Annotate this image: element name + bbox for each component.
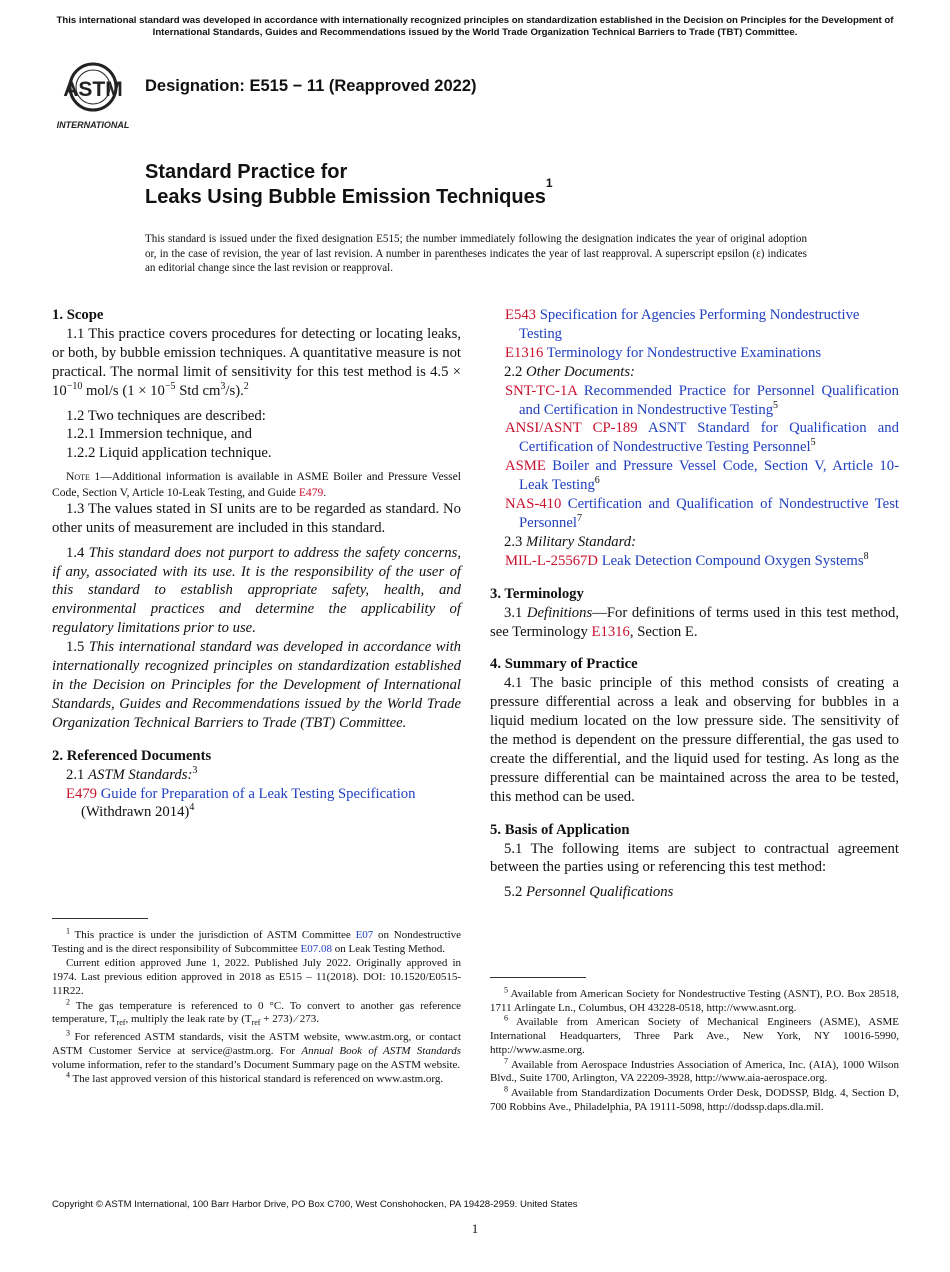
link-cp189-title[interactable]: ASNT Standard for Qualification and Certification of Nondestructive Testing Personnel — [519, 420, 899, 456]
link-e1316-terminology[interactable]: E1316 — [591, 623, 630, 640]
section-5-heading: 5. Basis of Application — [490, 821, 630, 838]
ref-cp-189 — [490, 419, 899, 457]
link-asme-title[interactable]: Boiler and Pressure Vessel Code, Section V, Article 10-Leak Testing — [519, 458, 900, 494]
preamble: This standard is issued under the fixed designation E515; the number immediately following the designation indicates the year of original adoption or, in the case of revision, the year of last revision. A number in parentheses indicates the year of last reapproval. A superscript epsilon (ε) indicates an editorial change since the last revision or reapproval. — [145, 233, 807, 275]
document-title — [145, 160, 553, 210]
title-line-2: Leaks Using Bubble Emission Techniques$^1$ — [145, 176, 553, 208]
footnote-ref-7[interactable]: 7 — [576, 513, 582, 525]
designation: Designation: E515 − 11 (Reapproved 2022) — [145, 77, 477, 95]
link-e543-code[interactable]: E543 — [505, 307, 537, 323]
paragraph-1-3: 1.3 The values stated in SI units are to be regarded as standard. No other units of measurement are included in this standard. — [52, 500, 461, 536]
link-asme-code[interactable]: ASME — [505, 458, 546, 475]
link-nas-title[interactable]: Certification and Qualification of Nondestructive Test Personnel — [519, 496, 899, 531]
link-e1316-code[interactable]: E1316 — [505, 344, 544, 361]
ref-asme — [490, 457, 899, 495]
military-standard-label: 2.3 Military Standard: — [504, 533, 637, 550]
ref-e1316 — [490, 344, 899, 363]
paragraph-1-2: 1.2 Two techniques are described: — [66, 407, 266, 424]
footnote-ref-3[interactable]: 3 — [192, 764, 198, 776]
link-e1316-title[interactable]: Terminology for Nondestructive Examinations — [546, 344, 822, 361]
footnote-rule-left — [52, 918, 148, 919]
copyright: Copyright © ASTM International, 100 Barr Harbor Drive, PO Box C700, West Conshohocken, PA 19428-2959. United States — [52, 1199, 578, 1210]
astm-logo — [52, 56, 134, 132]
page-number: 1 — [471, 1221, 479, 1236]
section-2-heading: 2. Referenced Documents — [52, 747, 212, 764]
link-mil-title[interactable]: Leak Detection Compound Oxygen Systems — [601, 552, 864, 569]
footnote-6: $^6$ Available from American Society of Mechanical Engineers (ASME), ASME International Headquarters, Three Park Ave., New York, NY 10016-5990, http://www.asme.org. — [490, 1013, 899, 1056]
link-e543-title[interactable]: Specification for Agencies Performing Nondestructive Testing — [519, 307, 860, 342]
link-e479-note[interactable]: E479 — [298, 485, 324, 499]
other-documents-label: 2.2 Other Documents: — [504, 363, 635, 380]
footnote-1-edition: Current edition approved June 1, 2022. Published July 2022. Originally approved in 1974. Last previous edition approved in 2018 as E515 – 11(2018). DOI: 10.1520/E0515-11R22. — [52, 957, 461, 997]
paragraph-5-1: 5.1 The following items are subject to contractual agreement between the parties using or referencing this test method: — [490, 840, 899, 876]
footnotes-right — [490, 985, 899, 1115]
section-3-heading: 3. Terminology — [490, 585, 584, 602]
ref-snt-tc-1a — [490, 382, 899, 420]
paragraph-1-4: 1.4 This standard does not purport to address the safety concerns, if any, associated with its use. It is the responsibility of the user of this standard to establish appropriate safety, health, and environmental practices and determine the applicability of regulatory limitations prior to use. — [52, 544, 461, 637]
footnote-ref-2[interactable]: 2 — [243, 380, 249, 392]
logo-subtitle: INTERNATIONAL — [56, 120, 130, 130]
link-nas-code[interactable]: NAS-410 — [505, 496, 562, 513]
footnotes-left — [52, 926, 462, 1088]
title-footnote-mark[interactable]: 1 — [545, 176, 553, 190]
paragraph-1-1: 1.1 This practice covers procedures for detecting or locating leaks, or both, by bubble emission techniques. A quantitative measure is not practical. The normal limit of sensitivity for this test method is $4.5 \times 10^{-10}$ mol/s ($1 \times 10^{-5}$ Std $cm^3/s).^2$ — [52, 325, 461, 399]
footnote-3: $^3$ For referenced ASTM standards, visit the ASTM website, www.astm.org, or contact ASTM Customer Service at service@astm.org. For Annual Book of ASTM Standards volume information, refer to the standard’s Document Summary page on the ASTM website. — [52, 1028, 461, 1071]
top-notice: This international standard was developed in accordance with internationally recognized principles on standardization established in the Decision on Principles for the Development of International Standards, Guides and Recommendations issued by the World Trade Organization Technical Barriers to Trade (TBT) Committee. — [56, 15, 894, 38]
paragraph-3-1: 3.1 Definitions—For definitions of terms used in this test method, see Terminology E1316, Section E. — [490, 604, 899, 640]
ref-nas-410 — [490, 495, 899, 533]
paragraph-5-2: 5.2 Personnel Qualifications — [504, 884, 674, 901]
link-e479-title[interactable]: Guide for Preparation of a Leak Testing Specification — [100, 785, 416, 802]
footnote-7: $^7$ Available from Aerospace Industries Association of America, Inc. (AIA), 1000 Wilson Blvd., Suite 1700, Arlington, VA 22209-3928, http://www.aia-aerospace.org. — [490, 1055, 899, 1085]
paragraph-1-2-1: 1.2.1 Immersion technique, and — [66, 426, 252, 443]
footnote-ref-5b[interactable]: 5 — [810, 437, 816, 449]
paragraph-4-1: 4.1 The basic principle of this method consists of creating a pressure differential across a leak and observing for bubbles in a liquid medium located on the low pressure side. The sensitivity of the method is dependent on the pressure differential, the gas used to create the differential, and the liquid used for testing. As long as the pressure differential can be maintained across the area to be tested, this method can be used. — [490, 675, 899, 805]
section-4-heading: 4. Summary of Practice — [490, 656, 638, 673]
link-mil-code[interactable]: MIL-L-25567D — [505, 552, 599, 569]
footnote-ref-8[interactable]: 8 — [863, 550, 869, 562]
footnote-4: $^4$ The last approved version of this historical standard is referenced on www.astm.org. — [66, 1070, 444, 1086]
footnote-2: $^2$ The gas temperature is referenced to 0 °C. To convert to another gas reference temperature, $T_{ref}$, multiply the leak rate by $(T_{ref} + 273)$ ⁄ 273. — [52, 996, 461, 1028]
footnote-ref-5a[interactable]: 5 — [773, 399, 779, 411]
footnote-5: $^5$ Available from American Society for Nondestructive Testing (ASNT), P.O. Box 28518, 1711 Arlingate Ln., Columbus, OH 43228-0518, http://www.asnt.org. — [490, 985, 899, 1014]
title-line-1: Standard Practice for — [145, 161, 348, 183]
note-1: Note 1—Additional information is available in ASME Boiler and Pressure Vessel Code, Section V, Article 10-Leak Testing, and Guide E479. — [52, 470, 461, 499]
logo-mark: ASTM — [63, 78, 123, 101]
right-column — [490, 306, 899, 902]
link-e479-code[interactable]: E479 — [66, 785, 98, 802]
link-e07[interactable]: E07 — [355, 929, 374, 941]
left-column — [52, 306, 461, 822]
paragraph-1-5: 1.5 This international standard was developed in accordance with internationally recognized principles on standardization established in the Decision on Principles for the Development of International Standards, Guides and Recommendations issued by the World Trade Organization Technical Barriers to Trade (TBT) Committee. — [52, 639, 461, 731]
astm-standards-label: 2.1 ASTM Standards:$^3$ — [66, 764, 198, 783]
footnote-8: $^8$ Available from Standardization Documents Order Desk, DODSSP, Bldg. 4, Section D, 700 Robbins Ave., Philadelphia, PA 19111-5098, http://dodssp.daps.dla.mil. — [490, 1084, 899, 1113]
ref-e479: E479 Guide for Preparation of a Leak Testing Specification (Withdrawn 2014)$^4$ — [66, 785, 416, 821]
link-snt-title[interactable]: Recommended Practice for Personnel Qualification and Certification in Nondestructive Testing — [519, 382, 899, 418]
section-1-heading: 1. Scope — [52, 307, 104, 323]
link-snt-code[interactable]: SNT-TC-1A — [505, 382, 578, 399]
footnote-ref-4[interactable]: 4 — [189, 802, 195, 814]
link-e07-08[interactable]: E07.08 — [300, 942, 333, 955]
footnote-ref-6[interactable]: 6 — [594, 475, 600, 487]
footnote-1: $^1$ This practice is under the jurisdiction of ASTM Committee E07 on Nondestructive Testing and is the direct responsibility of Subcommittee E07.08 on Leak Testing Method. — [52, 926, 462, 955]
footnote-rule-right — [490, 977, 586, 978]
link-cp189-code[interactable]: ANSI/ASNT CP-189 — [505, 420, 638, 437]
ref-e543 — [490, 306, 899, 344]
paragraph-1-2-2: 1.2.2 Liquid application technique. — [66, 445, 272, 462]
ref-mil-l-25567d — [490, 552, 899, 571]
